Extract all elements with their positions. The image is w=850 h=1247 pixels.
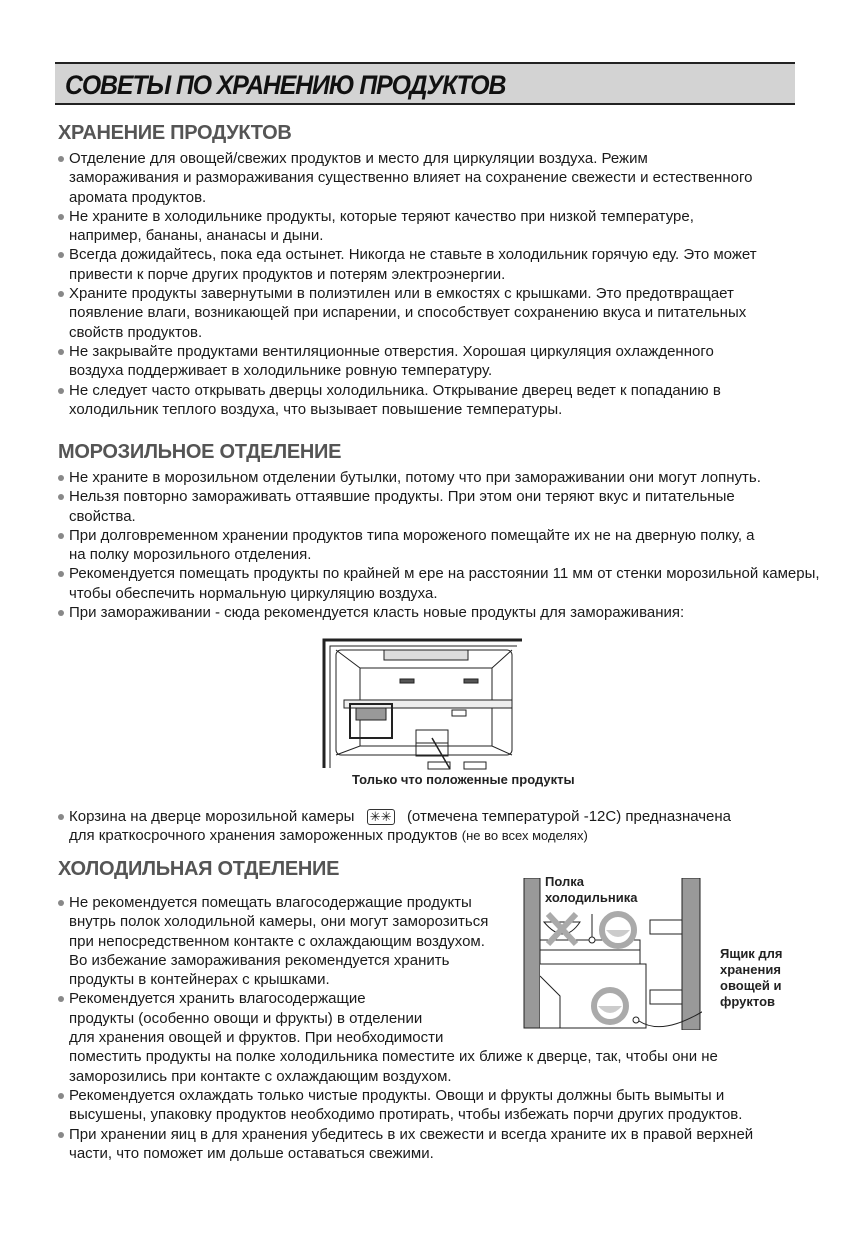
bullet-text-line: воздуха поддерживает в холодильнике ровную температуру.	[69, 362, 493, 380]
bullet-item	[58, 1125, 753, 1164]
bullet-text-line: При долговременном хранении продуктов типа мороженого помещайте их не на дверную полку, а	[69, 526, 755, 544]
section-heading-storage: ХРАНЕНИЕ ПРОДУКТОВ	[58, 122, 292, 144]
bullet-text-line: части, что поможет им дольше оставаться свежими.	[69, 1144, 434, 1162]
bullet-item	[58, 807, 731, 846]
bullet-text-line: Не рекомендуется помещать влагосодержащие продукты	[69, 894, 472, 911]
bullet-text-line: При хранении яиц в для хранения убедитесь в их свежести и всегда храните их в правой верхней	[69, 1125, 754, 1143]
bullet-text-line: Рекомендуется охлаждать только чистые продукты. Овощи и фрукты должны быть вымыты и	[69, 1086, 725, 1104]
bullet-item	[58, 381, 757, 420]
bullet-text-line: холодильник теплого воздуха, что вызывает повышение температуры.	[69, 400, 563, 418]
storage-bullet-list	[58, 149, 757, 419]
bullet-text-line: внутрь полок холодильной камеры, они могут заморозиться	[69, 913, 489, 931]
bullet-dot	[58, 252, 64, 258]
bullet-text-line: продукты (особенно овощи и фрукты) в отделении	[69, 1009, 423, 1027]
bullet-item	[58, 207, 757, 246]
bullet-text-line: появление влаги, возникающей при испарении, и способствует сохранению вкуса и питательных	[69, 304, 747, 322]
basket-text: (отмечена температурой -12С) предназначена	[406, 808, 732, 825]
crisper-label-line: овощей и	[720, 978, 782, 993]
bullet-text-line: свойства.	[69, 507, 136, 525]
bullet-text-line: Отделение для овощей/свежих продуктов и место для циркуляции воздуха. Режим	[69, 150, 648, 167]
freezer-figure-caption: Только что положенные продукты	[352, 772, 575, 787]
bullet-text-line: Нельзя повторно замораживать оттаявшие продукты. При этом они теряют вкус и питательные	[69, 488, 735, 506]
bullet-dot	[58, 475, 64, 481]
basket-bullet	[58, 807, 731, 846]
bullet-item	[58, 468, 820, 487]
shelf-label-line: холодильника	[545, 890, 638, 905]
bullet-text-line: Рекомендуется помещать продукты по крайней м ере на расстоянии 11 мм от стенки морозильной камеры,	[69, 565, 820, 583]
section-heading-freezer: МОРОЗИЛЬНОЕ ОТДЕЛЕНИЕ	[58, 441, 342, 463]
bullet-text-line: поместить продукты на полке холодильника поместите их ближе к дверце, так, чтобы они не	[69, 1048, 718, 1066]
bullet-dot	[58, 996, 64, 1002]
bullet-item	[58, 526, 820, 565]
freezer-bullet-list	[58, 468, 820, 622]
bullet-dot	[58, 349, 64, 355]
bullet-dot	[58, 1132, 64, 1138]
bullet-dot	[58, 1093, 64, 1099]
bullet-dot	[58, 571, 64, 577]
section-heading-fridge: ХОЛОДИЛЬНАЯ ОТДЕЛЕНИЕ	[58, 858, 340, 880]
bullet-dot	[58, 291, 64, 297]
bullet-dot	[58, 156, 64, 162]
bullet-dot	[58, 214, 64, 220]
basket-text: для краткосрочного хранения замороженных продуктов	[69, 827, 458, 845]
shelf-label-line: Полка	[545, 874, 584, 889]
bullet-text-line: чтобы обеспечить нормальную циркуляцию воздуха.	[69, 584, 438, 602]
page-title: СОВЕТЫ ПО ХРАНЕНИЮ ПРОДУКТОВ	[65, 70, 506, 100]
ok-circle-icon	[602, 914, 634, 946]
bullet-text-line: свойств продуктов.	[69, 323, 203, 341]
freezer-compartment-illustration	[322, 638, 532, 770]
bullet-dot	[58, 494, 64, 500]
bullet-text-line: Всегда дожидайтесь, пока еда остынет. Никогда не ставьте в холодильник горячую еду. Это может	[69, 246, 757, 264]
bullet-text-line: замораживания и размораживания существенно влияет на сохранение свежести и естественного	[69, 169, 753, 187]
bullet-text-line: Во избежание замораживания рекомендуется хранить	[69, 951, 450, 969]
page-title-bar	[55, 62, 795, 105]
bullet-dot	[58, 814, 64, 820]
crisper-label-line: хранения	[720, 962, 781, 977]
bullet-text-line: высушены, упаковку продуктов необходимо протирать, чтобы избежать порчи других продуктов.	[69, 1106, 743, 1124]
bullet-text-line: на полку морозильного отделения.	[69, 546, 312, 564]
basket-note: (не во всех моделях)	[461, 828, 588, 844]
bullet-text-line: При замораживании - сюда рекомендуется класть новые продукты для замораживания:	[69, 604, 685, 622]
bullet-text-line: Не храните в холодильнике продукты, которые теряют качество при низкой температуре,	[69, 207, 694, 225]
bullet-item	[58, 487, 820, 526]
bullet-text-line: продукты в контейнерах с крышками.	[69, 971, 330, 989]
bullet-item	[58, 149, 757, 207]
bullet-text-line: привести к порче других продуктов и потерям электроэнергии.	[69, 265, 506, 283]
bullet-text-line: для хранения овощей и фруктов. При необходимости	[69, 1029, 444, 1047]
bullet-item	[58, 564, 820, 603]
bullet-text-line: Рекомендуется хранить влагосодержащие	[69, 990, 366, 1008]
bullet-text-line: Не закрывайте продуктами вентиляционные отверстия. Хорошая циркуляция охлажденного	[69, 342, 714, 360]
bullet-text-line: Храните продукты завернутыми в полиэтилен или в емкостях с крышками. Это предотвращает	[69, 285, 734, 303]
bullet-text-line: Не храните в морозильном отделении бутылки, потому что при замораживании они могут лопнуть.	[69, 469, 761, 486]
crisper-label-line: фруктов	[720, 994, 776, 1009]
bullet-text-line: при непосредственном контакте с охлаждающим воздухом.	[69, 932, 485, 950]
bullet-item	[58, 245, 757, 284]
basket-text: Корзина на дверце морозильной камеры	[69, 808, 355, 825]
bullet-item	[58, 1086, 753, 1125]
bullet-item	[58, 284, 757, 342]
bullet-item	[58, 603, 820, 622]
two-star-freezer-icon: ✳✳	[367, 809, 395, 825]
bullet-text-line: аромата продуктов.	[69, 188, 207, 206]
shelf-label	[545, 874, 637, 906]
ok-circle-icon	[594, 990, 626, 1022]
bullet-dot	[58, 900, 64, 906]
bullet-dot	[58, 610, 64, 616]
crisper-label-line: Ящик для	[720, 946, 783, 961]
bullet-text-line: заморозились при контакте с охлаждающим воздухом.	[69, 1067, 452, 1085]
bullet-item	[58, 342, 757, 381]
crisper-label	[720, 946, 783, 1010]
bullet-dot	[58, 388, 64, 394]
bullet-text-line: например, бананы, ананасы и дыни.	[69, 227, 324, 245]
bullet-text-line: Не следует часто открывать дверцы холодильника. Открывание дверец ведет к попаданию в	[69, 381, 721, 399]
bullet-dot	[58, 533, 64, 539]
